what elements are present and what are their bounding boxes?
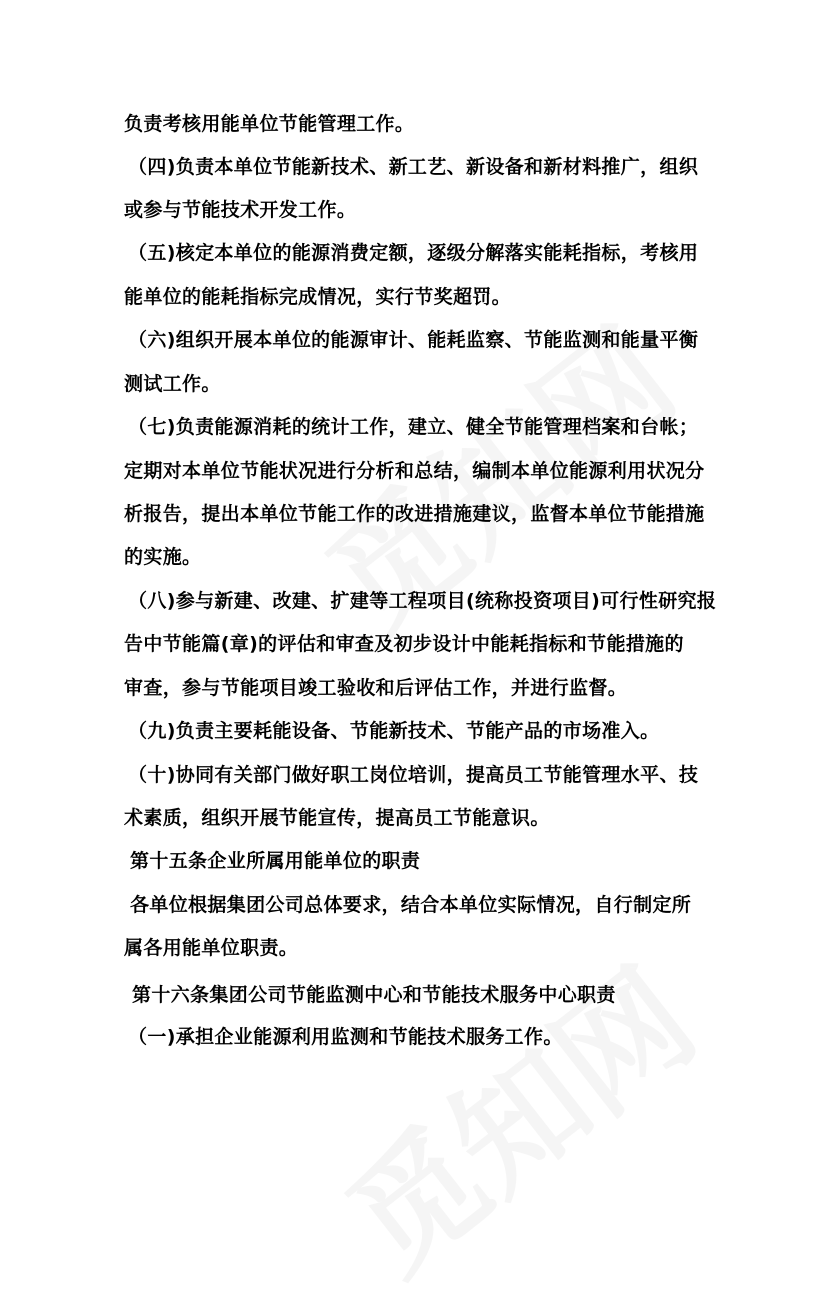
section-heading: 第十五条企业所属用能单位的职责 (130, 850, 421, 872)
text-line: 定期对本单位节能状况进行分析和总结，编制本单位能源利用状况分 (124, 460, 705, 482)
text-line: 审查，参与节能项目竣工验收和后评估工作，并进行监督。 (124, 677, 628, 699)
text-line: 析报告，提出本单位节能工作的改进措施建议，监督本单位节能措施 (124, 503, 705, 525)
text-line: 测试工作。 (124, 373, 221, 395)
text-line: （七)负责能源消耗的统计工作，建立、健全节能管理档案和台帐； (128, 416, 699, 438)
text-line: 的实施。 (124, 546, 202, 568)
text-line: （一)承担企业能源利用监测和节能技术服务工作。 (128, 1026, 563, 1048)
text-line: 能单位的能耗指标完成情况，实行节奖超罚。 (124, 286, 512, 308)
text-line: 术素质，组织开展节能宣传，提高员工节能意识。 (124, 807, 550, 829)
text-line: 或参与节能技术开发工作。 (124, 199, 357, 221)
text-line: （八)参与新建、改建、扩建等工程项目(统称投资项目)可行性研究报 (128, 590, 717, 612)
text-line: （十)协同有关部门做好职工岗位培训，提高员工节能管理水平、技 (128, 764, 699, 786)
section-heading: 第十六条集团公司节能监测中心和节能技术服务中心职责 (132, 984, 616, 1006)
text-line: （六)组织开展本单位的能源审计、能耗监察、节能监测和能量平衡 (128, 329, 699, 351)
text-line: （四)负责本单位节能新技术、新工艺、新设备和新材料推广，组织 (128, 156, 699, 178)
text-line: 负责考核用能单位节能管理工作。 (124, 113, 415, 135)
text-line: 各单位根据集团公司总体要求，结合本单位实际情况，自行制定所 (130, 894, 692, 916)
text-line: （五)核定本单位的能源消费定额，逐级分解落实能耗指标，考核用 (128, 242, 699, 264)
text-line: 告中节能篇(章)的评估和审查及初步设计中能耗指标和节能措施的 (124, 633, 684, 655)
text-line: 属各用能单位职责。 (124, 937, 299, 959)
text-line: （九)负责主要耗能设备、节能新技术、节能产品的市场准入。 (128, 720, 660, 742)
watermark (304, 920, 726, 1307)
